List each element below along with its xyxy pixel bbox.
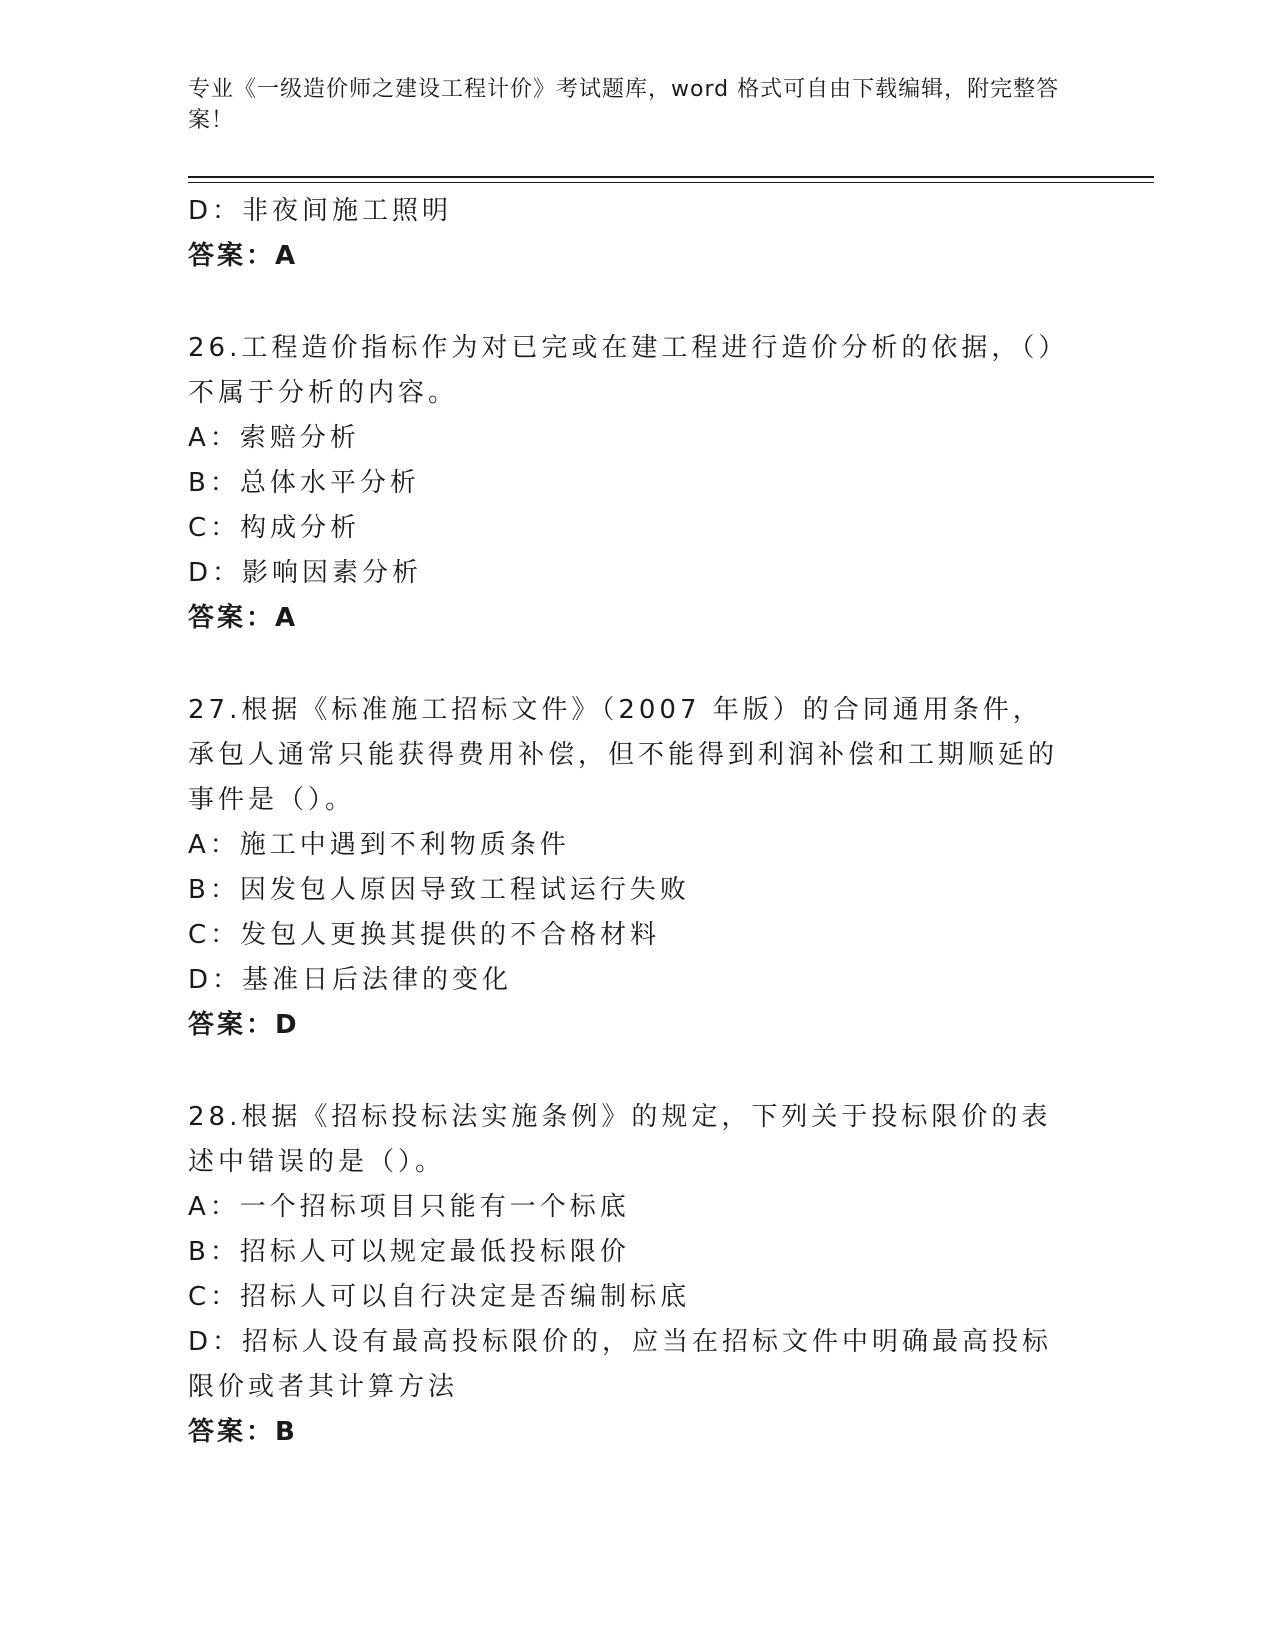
option-b: B：招标人可以规定最低投标限价 bbox=[188, 1237, 630, 1267]
question-text: 28.根据《招标投标法实施条例》的规定，下列关于投标限价的表述中错误的是（）。 bbox=[188, 1102, 1052, 1177]
question-27 bbox=[188, 688, 1088, 1048]
spacer bbox=[188, 1048, 1088, 1095]
question-content bbox=[188, 189, 1088, 1455]
header-rule-thin bbox=[188, 182, 1154, 183]
option-d: D：影响因素分析 bbox=[188, 558, 423, 588]
answer: 答案：B bbox=[188, 1417, 298, 1447]
option-c: C：构成分析 bbox=[188, 513, 361, 543]
option-c: C：发包人更换其提供的不合格材料 bbox=[188, 920, 661, 950]
answer: 答案：A bbox=[188, 603, 299, 633]
question-28 bbox=[188, 1095, 1088, 1455]
option-a: A：一个招标项目只能有一个标底 bbox=[188, 1192, 630, 1222]
option-a: A：施工中遇到不利物质条件 bbox=[188, 830, 570, 860]
question-26 bbox=[188, 326, 1088, 641]
option-d: D：基准日后法律的变化 bbox=[188, 965, 513, 995]
option-b: B：总体水平分析 bbox=[188, 468, 420, 498]
question-text: 26.工程造价指标作为对已完或在建工程进行造价分析的依据，（）不属于分析的内容。 bbox=[188, 333, 1056, 408]
answer: 答案：D bbox=[188, 1010, 300, 1040]
spacer bbox=[188, 279, 1088, 326]
option-c: C：招标人可以自行决定是否编制标底 bbox=[188, 1282, 691, 1312]
option-d: D：招标人设有最高投标限价的，应当在招标文件中明确最高投标限价或者其计算方法 bbox=[188, 1327, 1053, 1402]
question-text: 27.根据《标准施工招标文件》（2007 年版）的合同通用条件，承包人通常只能获得费用补偿，但不能得到利润补偿和工期顺延的事件是（）。 bbox=[188, 695, 1059, 815]
option-b: B：因发包人原因导致工程试运行失败 bbox=[188, 875, 690, 905]
previous-option-d: D：非夜间施工照明 bbox=[188, 196, 453, 226]
header-rule bbox=[188, 176, 1154, 178]
option-a: A：索赔分析 bbox=[188, 423, 360, 453]
previous-answer: 答案：A bbox=[188, 241, 299, 271]
page-header: 专业《一级造价师之建设工程计价》考试题库，word 格式可自由下载编辑，附完整答案！ bbox=[188, 77, 1060, 133]
spacer bbox=[188, 641, 1088, 688]
